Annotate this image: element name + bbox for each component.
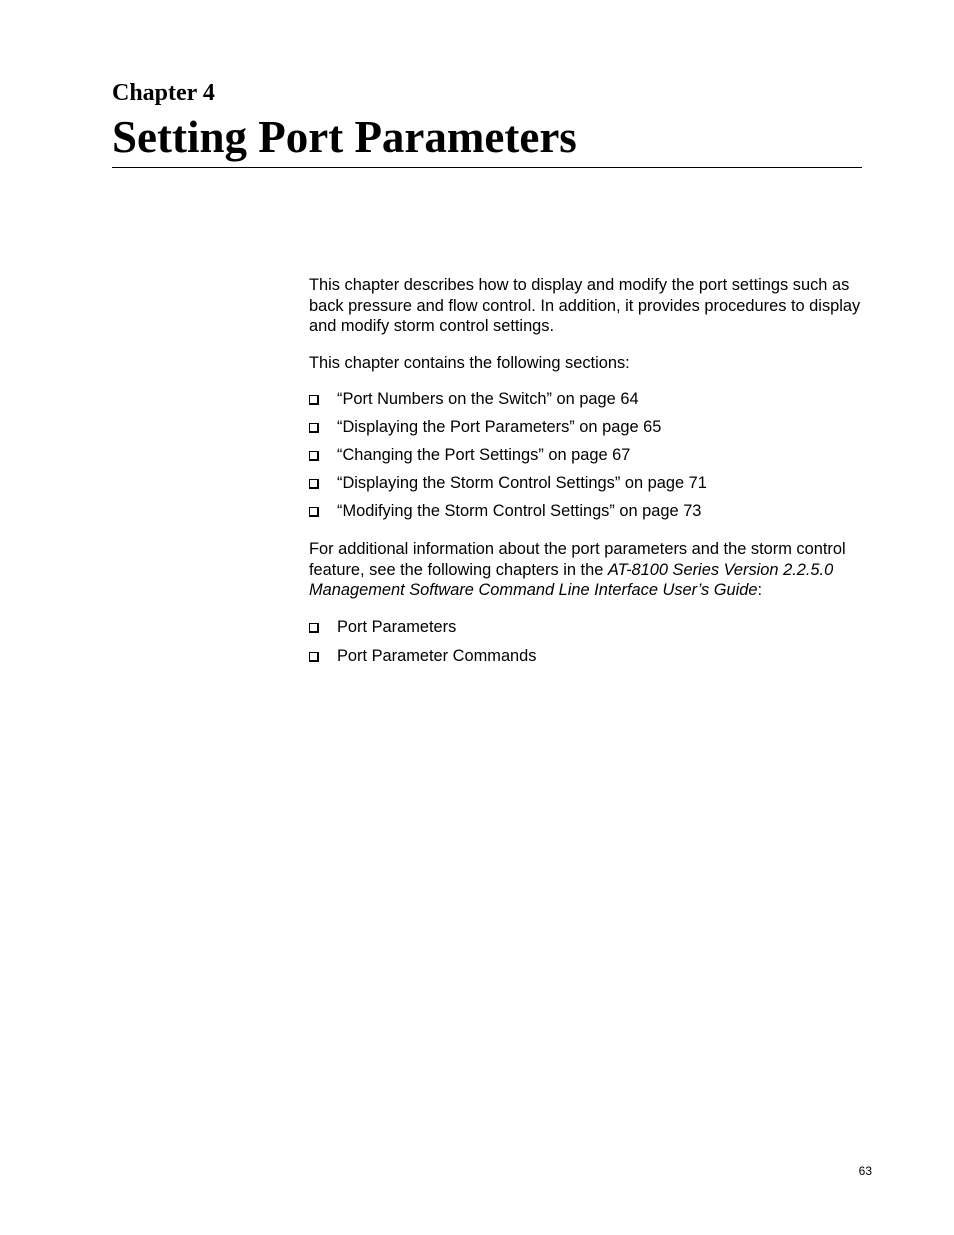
checkbox-bullet-icon bbox=[309, 652, 319, 662]
section-reference: “Port Numbers on the Switch” on page 64 bbox=[337, 390, 639, 408]
chapter-title: Setting Port Parameters bbox=[112, 112, 577, 162]
chapter-reference: Port Parameter Commands bbox=[337, 646, 537, 665]
additional-info-end: : bbox=[757, 581, 763, 599]
list-item bbox=[309, 501, 871, 529]
sections-list bbox=[309, 389, 871, 529]
section-reference: “Displaying the Storm Control Settings” on page 71 bbox=[337, 474, 707, 492]
list-item bbox=[309, 417, 871, 445]
chapter-reference: Port Parameters bbox=[337, 617, 457, 636]
section-reference: “Displaying the Port Parameters” on page 65 bbox=[337, 418, 662, 436]
list-item bbox=[309, 445, 871, 473]
page-number: 63 bbox=[858, 1164, 872, 1178]
checkbox-bullet-icon bbox=[309, 395, 319, 405]
additional-info-paragraph bbox=[309, 539, 871, 601]
checkbox-bullet-icon bbox=[309, 623, 319, 633]
list-item bbox=[309, 389, 871, 417]
checkbox-bullet-icon bbox=[309, 507, 319, 517]
chapter-body bbox=[309, 275, 871, 675]
list-item bbox=[309, 473, 871, 501]
section-reference: “Changing the Port Settings” on page 67 bbox=[337, 446, 631, 464]
list-item bbox=[309, 617, 871, 646]
checkbox-bullet-icon bbox=[309, 423, 319, 433]
checkbox-bullet-icon bbox=[309, 451, 319, 461]
reference-chapters-list bbox=[309, 617, 871, 675]
chapter-label: Chapter 4 bbox=[112, 80, 215, 106]
sections-lead: This chapter contains the following sections: bbox=[309, 353, 630, 372]
checkbox-bullet-icon bbox=[309, 479, 319, 489]
additional-info-text: For additional information about the port parameters and the storm control feature, see the following chapters in the bbox=[309, 540, 846, 579]
guide-title: AT-8100 Series Version 2.2.5.0 Management Software Command Line Interface User’s Guide bbox=[309, 560, 834, 599]
list-item bbox=[309, 646, 871, 675]
section-reference: “Modifying the Storm Control Settings” on page 73 bbox=[337, 502, 702, 520]
title-divider bbox=[112, 167, 862, 168]
intro-paragraph: This chapter describes how to display and modify the port settings such as back pressure and flow control. In addition, it provides procedures to display and modify storm control settings. bbox=[309, 276, 861, 335]
